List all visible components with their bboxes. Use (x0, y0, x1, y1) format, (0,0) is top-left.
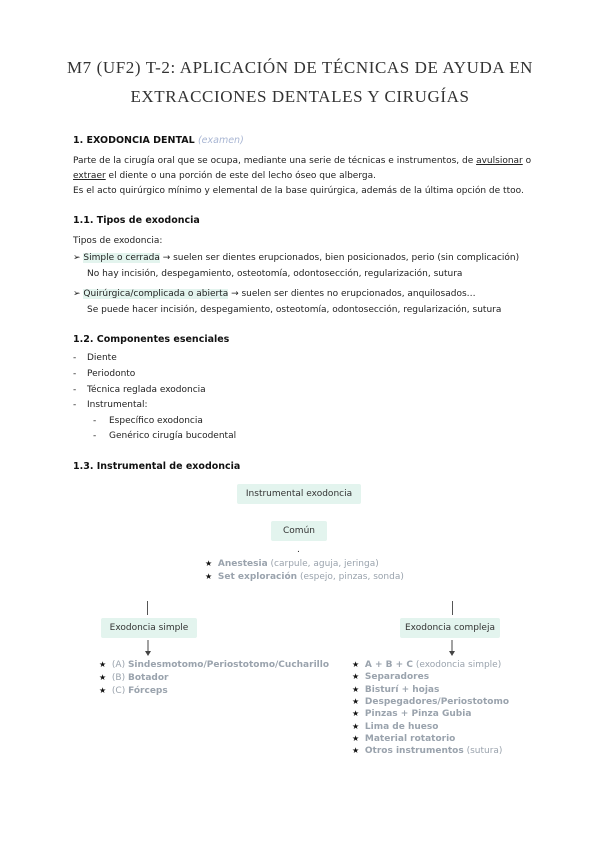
dash-bullet: - (73, 353, 77, 363)
section1-note: (examen) (197, 135, 244, 146)
section1-para1 (73, 156, 531, 166)
star-bullet-icon: ★ (352, 746, 360, 755)
star-bullet-icon: ★ (99, 660, 107, 669)
star-bullet-icon: ★ (352, 709, 360, 718)
diagram-common-box: Común (271, 521, 327, 541)
complex-item (352, 660, 501, 670)
arrow-bullet-icon: ➢ (73, 289, 81, 299)
complex-item-rest: (sutura) (463, 746, 503, 756)
type-surgical-item (73, 289, 476, 299)
section1-heading (73, 135, 244, 146)
complex-item-bold: Bisturí + hojas (364, 685, 440, 695)
type-surgical-label: Quirúrgica/complicada o abierta (83, 289, 229, 299)
common-item-bold: Anestesia (217, 559, 268, 569)
section11-heading: 1.1. Tipos de exodoncia (73, 215, 200, 226)
complex-item (352, 672, 429, 682)
type-simple-label: Simple o cerrada (83, 253, 160, 263)
complex-item (352, 709, 471, 719)
simple-item-bold: Botador (127, 673, 169, 683)
complex-item-bold: Material rotatorio (364, 734, 456, 744)
list-item: Técnica reglada exodoncia (87, 385, 206, 395)
type-simple-sub: No hay incisión, despegamiento, osteotomía, odontosección, regularización, sutura (87, 269, 463, 279)
down-arrow-icon (446, 640, 458, 658)
simple-item-prefix: (C) (111, 686, 129, 696)
complex-item (352, 685, 439, 695)
para2-text-extraer: extraer (73, 171, 106, 181)
simple-item-prefix: (A) (111, 660, 128, 670)
simple-item (99, 660, 329, 670)
common-item-rest: (carpule, aguja, jeringa) (267, 559, 379, 569)
complex-item-bold: Despegadores/Periostotomo (364, 697, 510, 707)
section1-heading-text: 1. EXODONCIA DENTAL (73, 135, 195, 146)
simple-item (99, 673, 168, 683)
list-item: Instrumental: (87, 400, 148, 410)
dash-bullet: - (93, 431, 97, 441)
para2-text-b: el diente o una porción de este del lecho óseo que alberga. (105, 171, 376, 181)
complex-item-bold: Otros instrumentos (364, 746, 464, 756)
section12-heading: 1.2. Componentes esenciales (73, 334, 230, 345)
complex-item-rest: (exodoncia simple) (412, 660, 502, 670)
section13-heading: 1.3. Instrumental de exodoncia (73, 461, 241, 472)
star-bullet-icon: ★ (352, 660, 360, 669)
simple-item-bold: Fórceps (128, 686, 168, 696)
type-surgical-sub: Se puede hacer incisión, despegamiento, osteotomía, odontosección, regularización, sutura (87, 305, 502, 315)
complex-item-bold: Lima de hueso (364, 722, 439, 732)
complex-item (352, 734, 455, 744)
list-item: Diente (87, 353, 117, 363)
common-item-bold: Set exploración (217, 572, 298, 582)
type-simple-desc: → suelen ser dientes erupcionados, bien posicionados, perio (sin complicación) (159, 253, 520, 263)
para1-text-c: o (522, 156, 532, 166)
para1-text-a: Parte de la cirugía oral que se ocupa, mediante una serie de técnicas e instrumentos, de (73, 156, 477, 166)
common-item-rest: (espejo, pinzas, sonda) (297, 572, 404, 582)
simple-item-bold: Sindesmotomo/Periostotomo/Cucharillo (127, 660, 330, 670)
complex-item-bold: Pinzas + Pinza Gubia (364, 709, 472, 719)
section11-intro: Tipos de exodoncia: (73, 236, 163, 246)
type-simple-item (73, 253, 519, 263)
page-title-line1: M7 (UF2) T-2: APLICACIÓN DE TÉCNICAS DE AYUDA EN (66, 58, 534, 77)
common-item (205, 572, 404, 582)
star-bullet-icon: ★ (352, 734, 360, 743)
star-bullet-icon: ★ (352, 722, 360, 731)
connector-line (452, 601, 453, 615)
section1-para2 (73, 171, 376, 181)
section1-para3: Es el acto quirúrgico mínimo y elemental de la base quirúrgica, además de la última opción de ttoo. (73, 186, 524, 196)
simple-item-prefix: (B) (111, 673, 128, 683)
list-item: Periodonto (87, 369, 136, 379)
complex-item-bold: Separadores (364, 672, 430, 682)
dash-bullet: - (73, 400, 77, 410)
arrow-bullet-icon: ➢ (73, 253, 81, 263)
complex-item-bold: A + B + C (364, 660, 413, 670)
list-subitem: Genérico cirugía bucodental (109, 431, 237, 441)
diagram-complex-box: Exodoncia compleja (400, 618, 500, 638)
diagram-simple-box: Exodoncia simple (101, 618, 197, 638)
diagram-root-box: Instrumental exodoncia (237, 484, 361, 504)
star-bullet-icon: ★ (99, 673, 107, 682)
star-bullet-icon: ★ (352, 685, 360, 694)
star-bullet-icon: ★ (352, 697, 360, 706)
common-item (205, 559, 379, 569)
star-bullet-icon: ★ (99, 686, 107, 695)
para1-text-avulsionar: avulsionar (476, 156, 523, 166)
star-bullet-icon: ★ (205, 559, 213, 568)
star-bullet-icon: ★ (205, 572, 213, 581)
list-subitem: Específico exodoncia (109, 416, 203, 426)
complex-item (352, 722, 438, 732)
dash-bullet: - (73, 385, 77, 395)
diagram-dot: . (297, 545, 300, 555)
connector-line (147, 601, 148, 615)
down-arrow-icon (142, 640, 154, 658)
complex-item (352, 697, 509, 707)
star-bullet-icon: ★ (352, 672, 360, 681)
dash-bullet: - (93, 416, 97, 426)
dash-bullet: - (73, 369, 77, 379)
type-surgical-desc: → suelen ser dientes no erupcionados, anquilosados… (228, 289, 476, 299)
complex-item (352, 746, 502, 756)
page-title-line2: EXTRACCIONES DENTALES Y CIRUGÍAS (130, 87, 470, 106)
simple-item (99, 686, 168, 696)
